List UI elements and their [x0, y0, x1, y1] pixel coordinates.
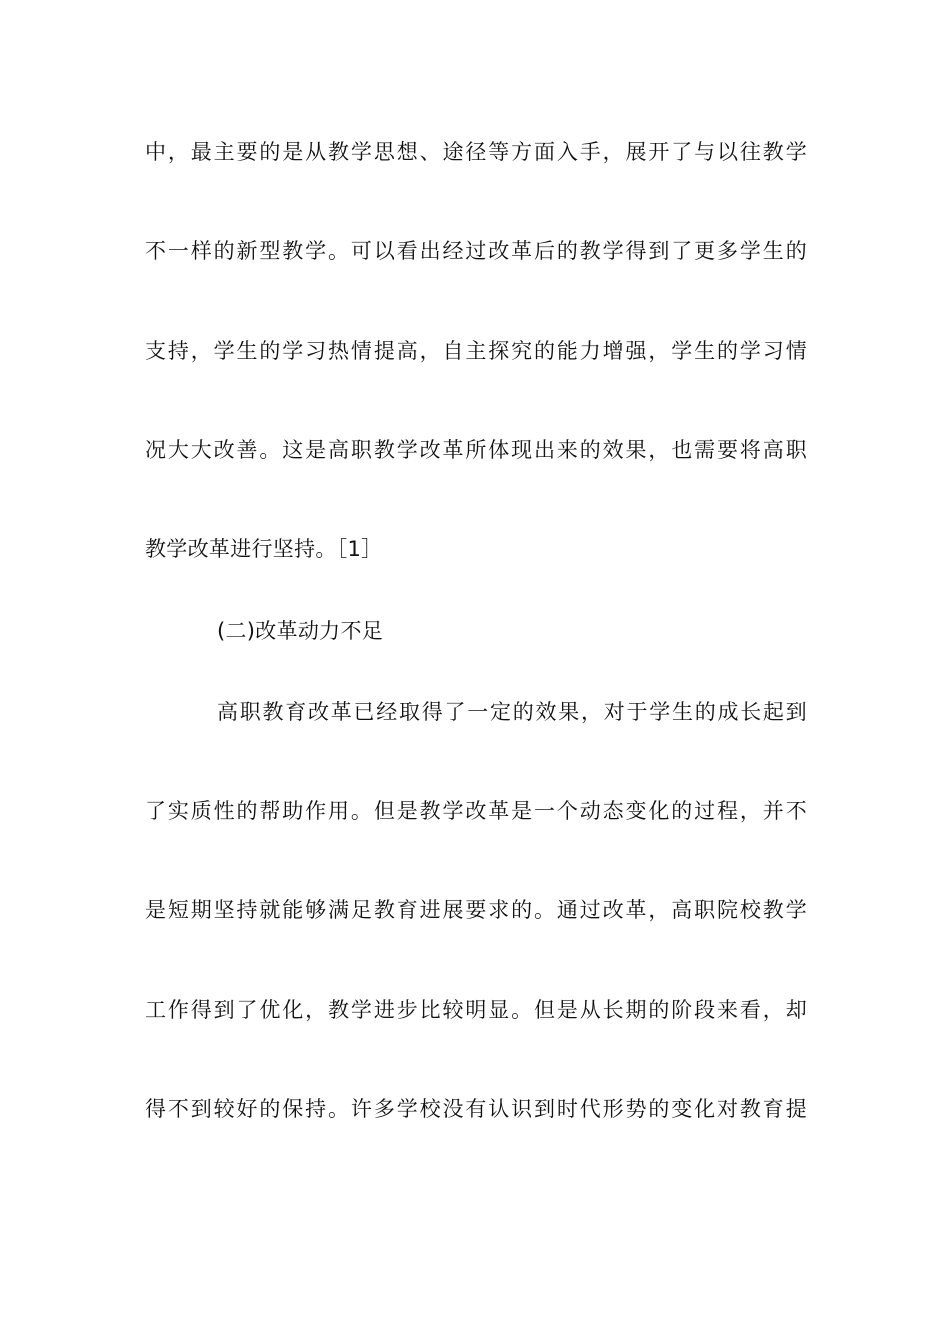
section-heading: (二)改革动力不足 — [217, 619, 384, 643]
paragraph-line: 不一样的新型教学。可以看出经过改革后的教学得到了更多学生的 — [145, 239, 807, 263]
paragraph-line-first: 高职教育改革已经取得了一定的效果，对于学生的成长起到 — [217, 700, 807, 724]
paragraph-line: 中，最主要的是从教学思想、途径等方面入手，展开了与以往教学 — [145, 140, 807, 164]
paragraph-line: 得不到较好的保持。许多学校没有认识到时代形势的变化对教育提 — [145, 1097, 807, 1121]
paragraph-line: 况大大改善。这是高职教学改革所体现出来的效果，也需要将高职 — [145, 438, 807, 462]
paragraph-line: 了实质性的帮助作用。但是教学改革是一个动态变化的过程，并不 — [145, 799, 807, 823]
paragraph-line: 工作得到了优化，教学进步比较明显。但是从长期的阶段来看，却 — [145, 998, 807, 1022]
paragraph-line-end: 教学改革进行坚持。［1］ — [145, 537, 383, 561]
paragraph-line: 是短期坚持就能够满足教育进展要求的。通过改革，高职院校教学 — [145, 898, 807, 922]
paragraph-line: 支持，学生的学习热情提高，自主探究的能力增强，学生的学习情 — [145, 339, 807, 363]
